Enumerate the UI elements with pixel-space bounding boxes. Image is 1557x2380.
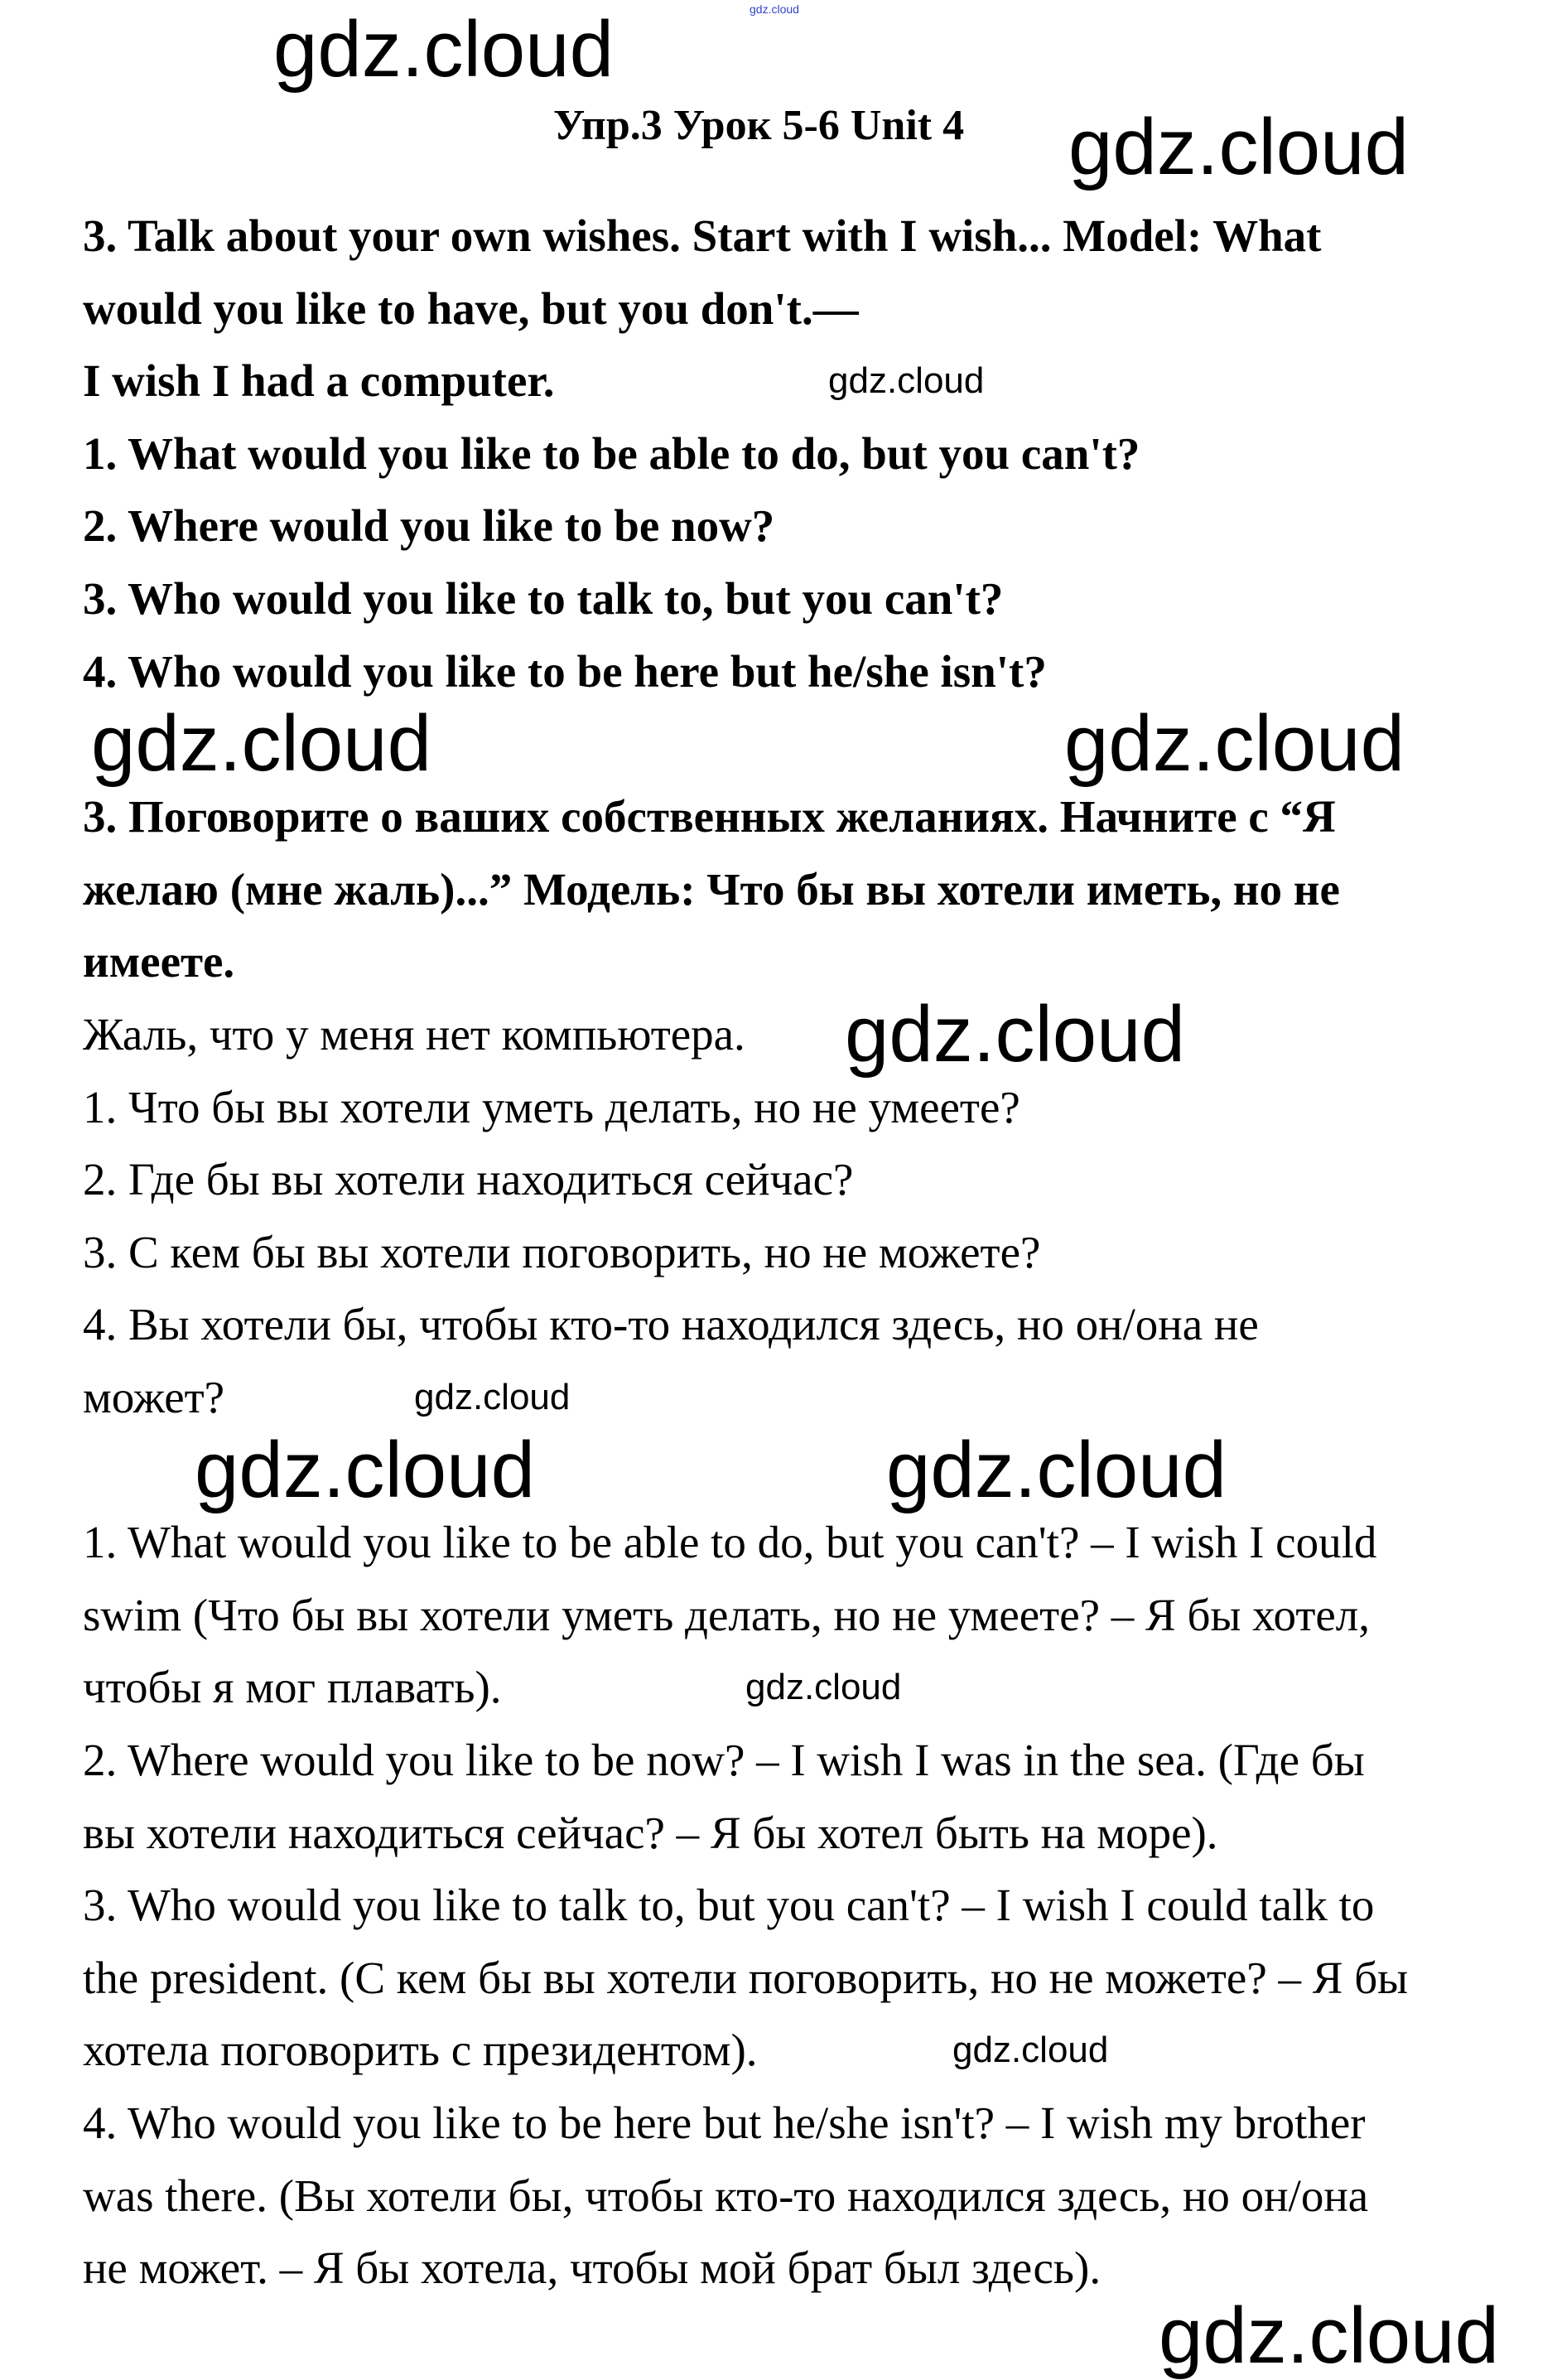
task-en-line: 3. Talk about your own wishes. Start with I wish... Model: What [83, 210, 1322, 261]
answer-line: swim (Что бы вы хотели уметь делать, но не умеете? – Я бы хотел, [83, 1590, 1370, 1640]
watermark: gdz.cloud [828, 360, 985, 401]
watermark: gdz.cloud [1068, 103, 1409, 191]
watermark: gdz.cloud [1064, 699, 1405, 788]
answer-line: чтобы я мог плавать). [83, 1662, 502, 1712]
task-ru-line: 4. Вы хотели бы, чтобы кто-то находился здесь, но он/она не [83, 1299, 1259, 1349]
answer-line: не может. – Я бы хотела, чтобы мой брат был здесь). [83, 2242, 1101, 2293]
task-en-line: 4. Who would you like to be here but he/she isn't? [83, 646, 1047, 697]
answer-line: was there. (Вы хотели бы, чтобы кто-то находился здесь, но он/она [83, 2170, 1369, 2221]
watermark: gdz.cloud [414, 1377, 571, 1417]
task-ru-line: 2. Где бы вы хотели находиться сейчас? [83, 1154, 854, 1204]
task-ru-heading-line: имеете. [83, 936, 235, 987]
answer-line: the president. (С кем бы вы хотели поговорить, но не можете? – Я бы [83, 1953, 1409, 2003]
watermark: gdz.cloud [750, 2, 799, 16]
task-en-line: I wish I had a computer. [83, 355, 555, 406]
task-en-line: 3. Who would you like to talk to, but you can't? [83, 573, 1004, 624]
task-ru-line: может? [83, 1372, 225, 1422]
watermark: gdz.cloud [952, 2030, 1109, 2070]
answer-line: вы хотели находиться сейчас? – Я бы хотел быть на море). [83, 1808, 1218, 1858]
watermark: gdz.cloud [195, 1426, 535, 1514]
watermark: gdz.cloud [845, 990, 1185, 1079]
watermark: gdz.cloud [1159, 2291, 1499, 2380]
page-title: Упр.3 Урок 5-6 Unit 4 [553, 102, 965, 149]
task-ru-heading-line: желаю (мне жаль)...” Модель: Что бы вы хотели иметь, но не [83, 864, 1340, 915]
task-en-line: 1. What would you like to be able to do, but you can't? [83, 428, 1140, 479]
watermark: gdz.cloud [91, 699, 431, 788]
watermark: gdz.cloud [886, 1426, 1227, 1514]
answer-line: 1. What would you like to be able to do, but you can't? – I wish I could [83, 1517, 1377, 1567]
task-en-line: would you like to have, but you don't.— [83, 283, 859, 334]
task-ru-heading-line: 3. Поговорите о ваших собственных желаниях. Начните с “Я [83, 791, 1336, 842]
answer-line: хотела поговорить с президентом). [83, 2025, 758, 2075]
task-ru-line: 3. С кем бы вы хотели поговорить, но не можете? [83, 1227, 1041, 1277]
task-ru-line: Жаль, что у меня нет компьютера. [83, 1009, 745, 1060]
watermark: gdz.cloud [745, 1667, 902, 1707]
watermark: gdz.cloud [273, 5, 614, 94]
task-en-line: 2. Where would you like to be now? [83, 500, 775, 551]
task-ru-line: 1. Что бы вы хотели уметь делать, но не умеете? [83, 1082, 1020, 1132]
answer-line: 4. Who would you like to be here but he/she isn't? – I wish my brother [83, 2098, 1366, 2148]
answer-line: 2. Where would you like to be now? – I wish I was in the sea. (Где бы [83, 1735, 1365, 1785]
answer-line: 3. Who would you like to talk to, but you can't? – I wish I could talk to [83, 1880, 1375, 1930]
